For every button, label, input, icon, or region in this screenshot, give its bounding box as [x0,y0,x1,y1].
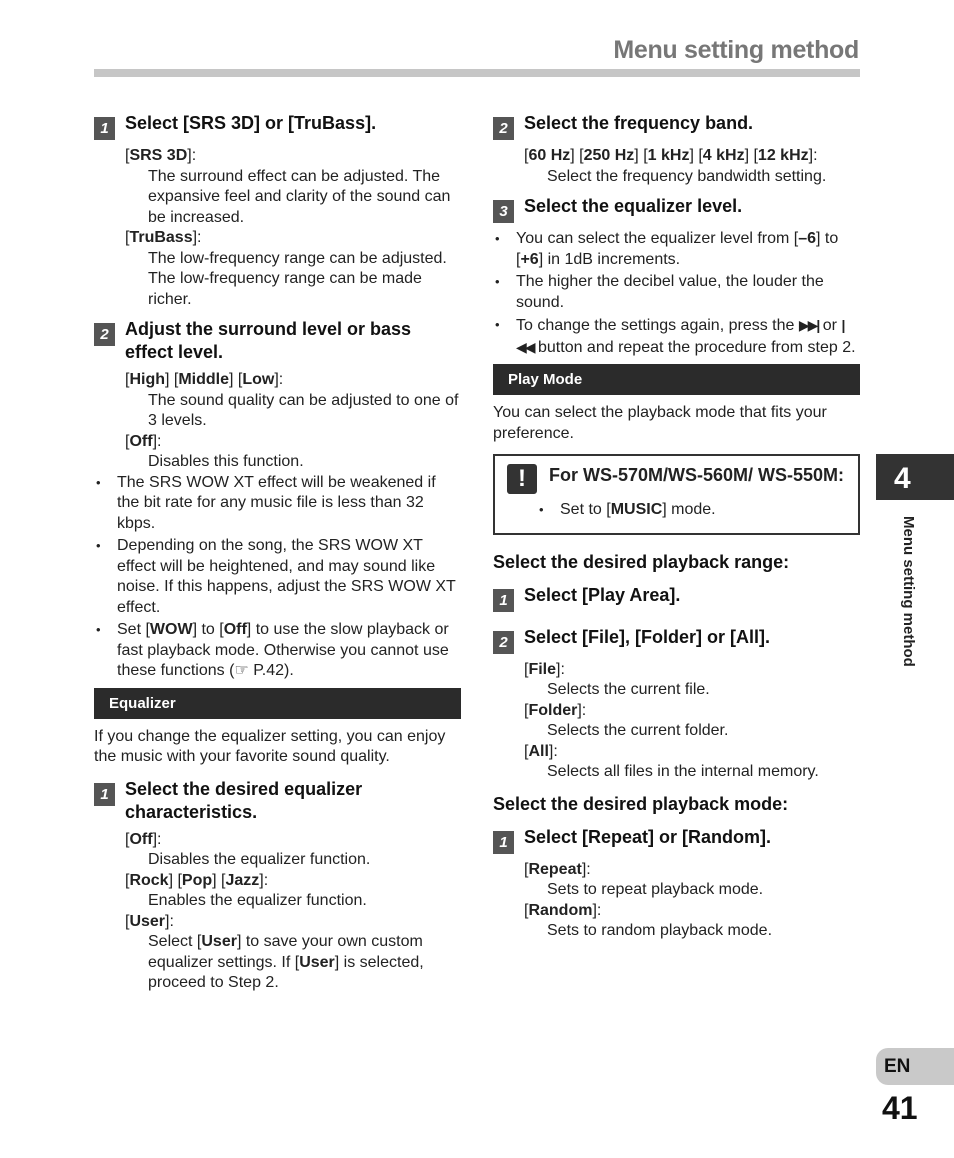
term-folder: [Folder]: [524,701,587,719]
note-list [507,500,848,521]
note-title: For WS-570M/WS-560M/ WS-550M: [549,465,845,485]
desc-random: Sets to random playback mode. [547,922,773,939]
desc-folder: Selects the current folder. [547,722,729,739]
right-column [493,112,860,942]
list-item: • The SRS WOW XT effect will be weakened if the bit rate for any music file is less than 32 kbps. [94,473,461,535]
desc-eq-off: Disables the equalizer function. [148,851,371,868]
step-title: Select the frequency band. [524,113,754,133]
step-equalizer-select [94,778,461,824]
term-srs3d: [SRS 3D]: [125,147,197,164]
step-number: 2 [493,117,514,140]
previous-button-icon: |◀◀ [516,317,844,355]
step-title: Select [Play Area]. [524,584,681,605]
term-levels: [High] [Middle] [Low]: [125,371,284,388]
term-trubass: [TruBass]: [125,229,202,246]
step-repeat-random [493,826,860,854]
desc-file: Selects the current file. [547,681,710,698]
term-eq-off: [Off]: [125,830,162,848]
step-title: Select the equalizer level. [524,196,743,216]
exclamation-icon: ! [507,464,537,494]
desc-repeat: Sets to repeat playback mode. [547,881,764,898]
step-number: 1 [493,589,514,612]
list-item: • To change the settings again, press the ▶▶| or |◀◀ button and repeat the procedure from step 2. [493,315,860,358]
desc-srs3d: The surround effect can be adjusted. The expansive feel and clarity of the sound can be increased. [148,167,451,226]
header-rule [94,69,860,77]
page-number: 41 [882,1090,918,1126]
step-adjust-level [94,318,461,364]
language-tab: EN [876,1048,954,1085]
term-eq-presets: [Rock] [Pop] [Jazz]: [125,871,269,889]
eq-level-notes [493,229,860,358]
term-random: [Random]: [524,901,602,919]
desc-trubass: The low-frequency range can be adjusted. The low-frequency range can be made richer. [148,249,447,308]
list-item: • Set [WOW] to [Off] to use the slow playback or fast playback mode. Otherwise you cannot use these functions (☞ P.42). [94,620,461,682]
mode-subheading: Select the desired playback mode: [493,793,789,814]
step-number: 1 [94,117,115,140]
step-title: Select [Repeat] or [Random]. [524,826,772,847]
model-note-box [493,454,860,535]
term-repeat: [Repeat]: [524,860,591,878]
note-header [507,464,848,494]
step-number: 3 [493,200,514,223]
range-subheading: Select the desired playback range: [493,551,790,572]
term-all: [All]: [524,742,558,760]
term-eq-user: [User]: [125,912,174,930]
left-column [94,112,461,994]
desc-eq-presets: Enables the equalizer function. [148,892,367,909]
section-play-mode: Play Mode [493,364,860,395]
step-number: 2 [493,631,514,654]
term-bands: [60 Hz] [250 Hz] [1 kHz] [4 kHz] [12 kHz]: [524,147,818,164]
step-number: 1 [493,831,514,854]
step-number: 2 [94,323,115,346]
chapter-tab: 4 [876,454,954,500]
step-frequency-band [493,112,860,140]
term-off: [Off]: [125,432,162,450]
step-range-select [493,626,860,654]
desc-all: Selects all files in the internal memory. [547,763,819,780]
step-equalizer-level [493,195,860,223]
section-equalizer: Equalizer [94,688,461,719]
step-title: Adjust the surround level or bass effect level. [125,319,412,362]
step-title: Select [File], [Folder] or [All]. [524,626,771,647]
desc-bands: Select the frequency bandwidth setting. [547,167,827,185]
step-number: 1 [94,783,115,806]
step-title: Select the desired equalizer characteristics. [125,778,363,822]
list-item: • You can select the equalizer level from [–6] to [+6] in 1dB increments. [493,229,860,270]
next-button-icon: ▶▶| [798,317,819,333]
step-title: Select [SRS 3D] or [TruBass]. [125,113,377,133]
list-item: • Depending on the song, the SRS WOW XT effect will be heightened, and may sound like noise. If this happens, adjust the SRS WOW XT effect. [94,536,461,618]
term-file: [File]: [524,660,565,678]
desc-eq-user: Select [User] to save your own custom equalizer settings. If [User] is selected, proceed to Step 2. [148,933,424,991]
desc-off: Disables this function. [148,453,304,470]
notes-list [94,473,461,682]
step-play-area [493,584,860,612]
list-item: • Set to [MUSIC] mode. [537,500,848,521]
equalizer-intro: If you change the equalizer setting, you can enjoy the music with your favorite sound quality. [94,727,446,765]
desc-levels: The sound quality can be adjusted to one of 3 levels. [148,391,459,429]
page-header-title: Menu setting method [613,36,859,64]
chapter-side-label: Menu setting method [900,516,917,667]
playmode-intro: You can select the playback mode that fits your preference. [493,404,827,442]
step-srs-select [94,112,461,140]
list-item: • The higher the decibel value, the louder the sound. [493,272,860,313]
